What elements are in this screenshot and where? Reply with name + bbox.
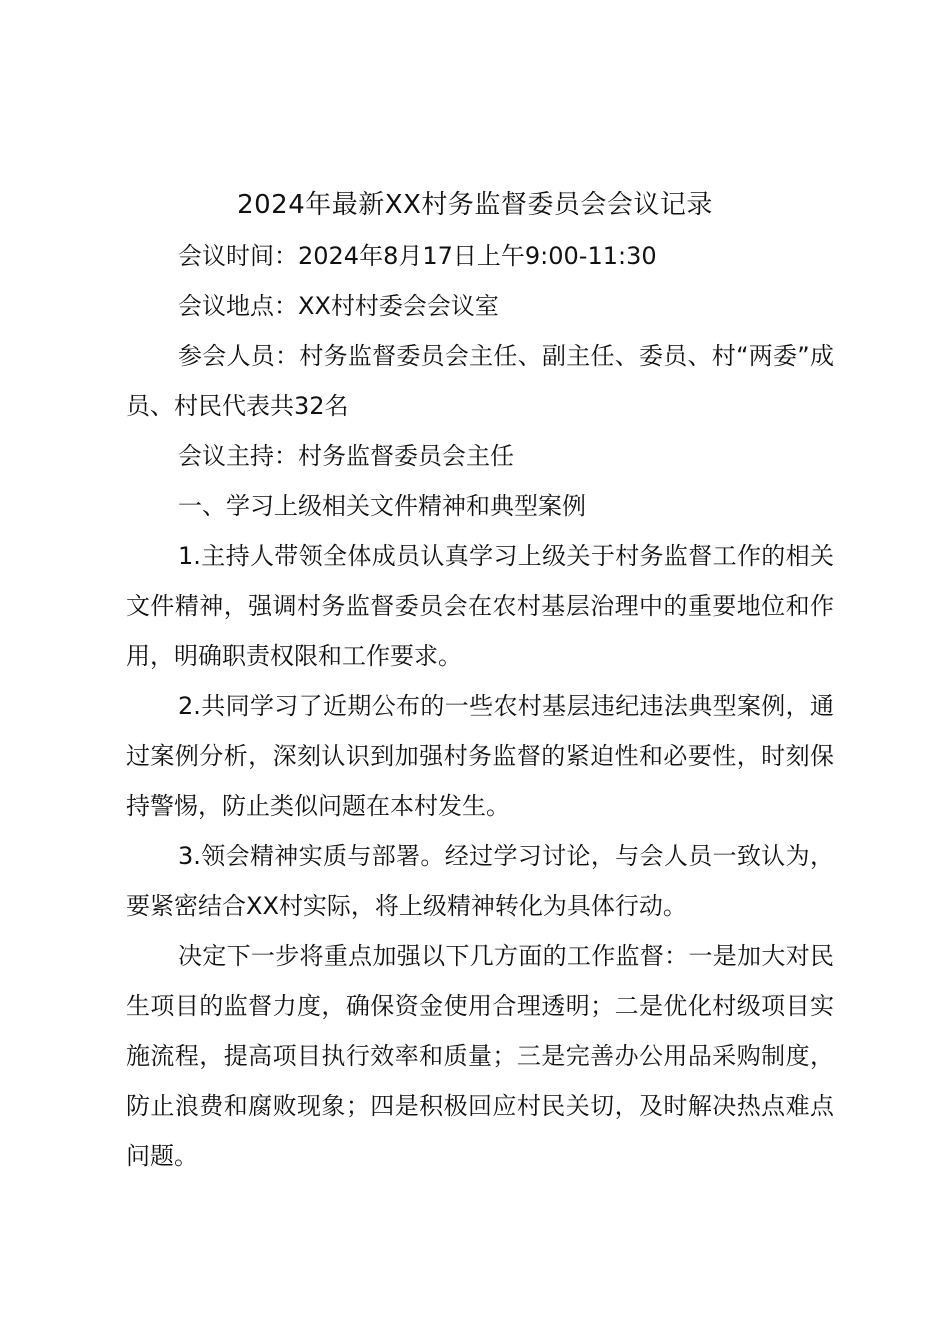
meeting-host: 会议主持：村务监督委员会主任 xyxy=(178,442,514,470)
paragraph-item-1: 1.主持人带领全体成员认真学习上级关于村务监督工作的相关文件精神，强调村务监督委员会在农村基层治理中的重要地位和作用，明确职责权限和工作要求。 xyxy=(126,542,834,670)
meeting-location: 会议地点：XX村村委会会议室 xyxy=(178,292,499,320)
section-heading-1: 一、学习上级相关文件精神和典型案例 xyxy=(178,492,586,520)
paragraph-item-2: 2.共同学习了近期公布的一些农村基层违纪违法典型案例，通过案例分析，深刻认识到加强村务监督的紧迫性和必要性，时刻保持警惕，防止类似问题在本村发生。 xyxy=(126,692,834,820)
document-title: 2024年最新XX村务监督委员会会议记录 xyxy=(237,190,713,220)
paragraph-item-3: 3.领会精神实质与部署。经过学习讨论，与会人员一致认为，要紧密结合XX村实际，将上级精神转化为具体行动。 xyxy=(126,842,834,920)
paragraph-decision: 决定下一步将重点加强以下几方面的工作监督：一是加大对民生项目的监督力度，确保资金使用合理透明；二是优化村级项目实施流程，提高项目执行效率和质量；三是完善办公用品采购制度，防止浪费和腐败现象；四是积极回应村民关切，及时解决热点难点问题。 xyxy=(126,942,834,1170)
meeting-attendees: 参会人员：村务监督委员会主任、副主任、委员、村“两委”成员、村民代表共32名 xyxy=(126,342,834,420)
document-body xyxy=(126,231,834,1181)
meeting-time: 会议时间：2024年8月17日上午9:00-11:30 xyxy=(178,242,657,270)
